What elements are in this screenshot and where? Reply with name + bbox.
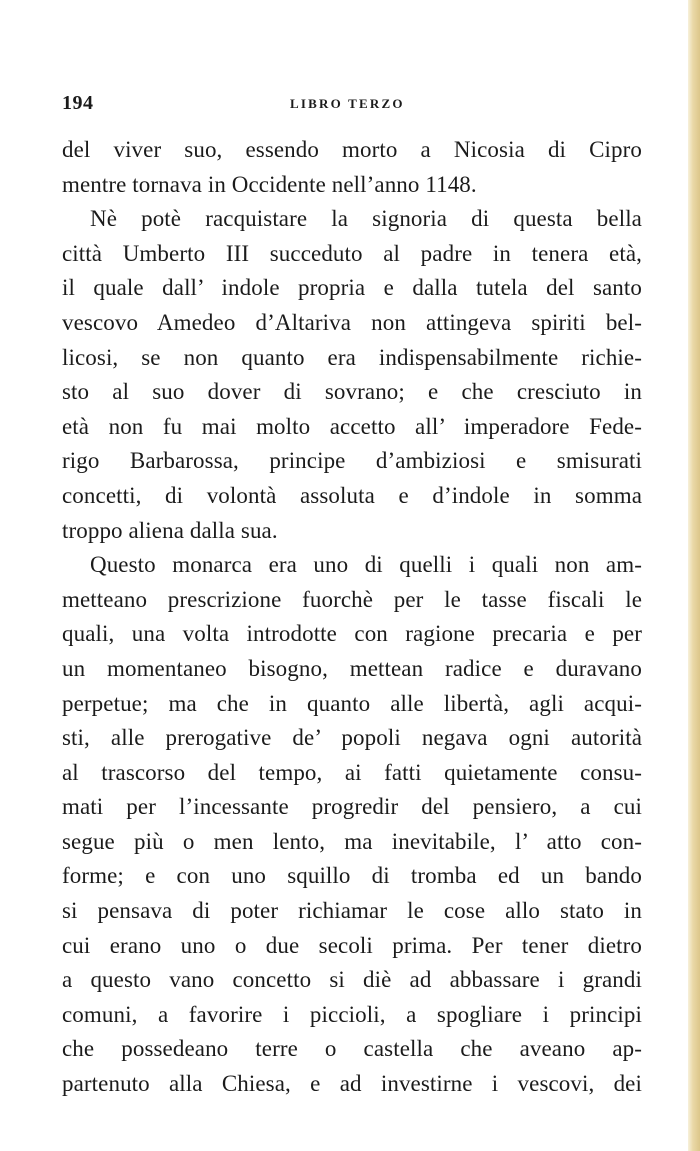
text-line: a questo vano concetto si diè ad abbassare i grandi: [62, 967, 642, 993]
text-line: metteano prescrizione fuorchè per le tasse fiscali le: [62, 586, 642, 612]
text-line: Nè potè racquistare la signoria di questa bella: [90, 206, 642, 232]
running-head: LIBRO TERZO: [290, 96, 405, 111]
text-line: partenuto alla Chiesa, e ad investirne i vescovi, dei: [62, 1071, 642, 1097]
text-line: perpetue; ma che in quanto alle libertà, agli acqui-: [62, 690, 642, 716]
page-edge: [688, 0, 700, 1151]
body-text: [62, 133, 642, 1102]
text-line: età non fu mai molto accetto all’ imperadore Fede-: [62, 413, 642, 439]
text-line: comuni, a favorire i piccioli, a spogliare i principi: [62, 1001, 642, 1027]
text-line: mati per l’incessante progredir del pensiero, a cui: [62, 794, 642, 820]
text-line: mentre tornava in Occidente nell’anno 1148.: [62, 171, 477, 197]
text-line: del viver suo, essendo morto a Nicosia di Cipro: [62, 137, 642, 162]
page-header: [62, 92, 642, 116]
text-line: sto al suo dover di sovrano; e che cresciuto in: [62, 379, 642, 405]
text-line: quali, una volta introdotte con ragione precaria e per: [62, 621, 642, 647]
text-line: troppo aliena dalla sua.: [62, 517, 278, 543]
text-line: città Umberto III succeduto al padre in tenera età,: [62, 240, 642, 266]
text-line: il quale dall’ indole propria e dalla tutela del santo: [62, 275, 642, 301]
text-line: concetti, di volontà assoluta e d’indole in somma: [62, 482, 642, 508]
text-line: cui erano uno o due secoli prima. Per tener dietro: [62, 932, 642, 958]
page-number: 194: [62, 92, 94, 114]
text-line: rigo Barbarossa, principe d’ambiziosi e smisurati: [62, 448, 642, 474]
text-line: licosi, se non quanto era indispensabilmente richie-: [62, 344, 642, 370]
text-line: un momentaneo bisogno, mettean radice e duravano: [62, 655, 642, 681]
text-line: al trascorso del tempo, ai fatti quietamente consu-: [62, 759, 642, 785]
text-line: si pensava di poter richiamar le cose allo stato in: [62, 898, 642, 924]
text-line: che possedeano terre o castella che aveano ap-: [62, 1036, 642, 1062]
text-line: Questo monarca era uno di quelli i quali non am-: [90, 552, 642, 578]
text-line: sti, alle prerogative de’ popoli negava ogni autorità: [62, 725, 642, 751]
text-line: vescovo Amedeo d’Altariva non attingeva spiriti bel-: [62, 309, 642, 335]
text-line: forme; e con uno squillo di tromba ed un bando: [62, 863, 642, 889]
text-line: segue più o men lento, ma inevitabile, l’ atto con-: [62, 828, 642, 854]
